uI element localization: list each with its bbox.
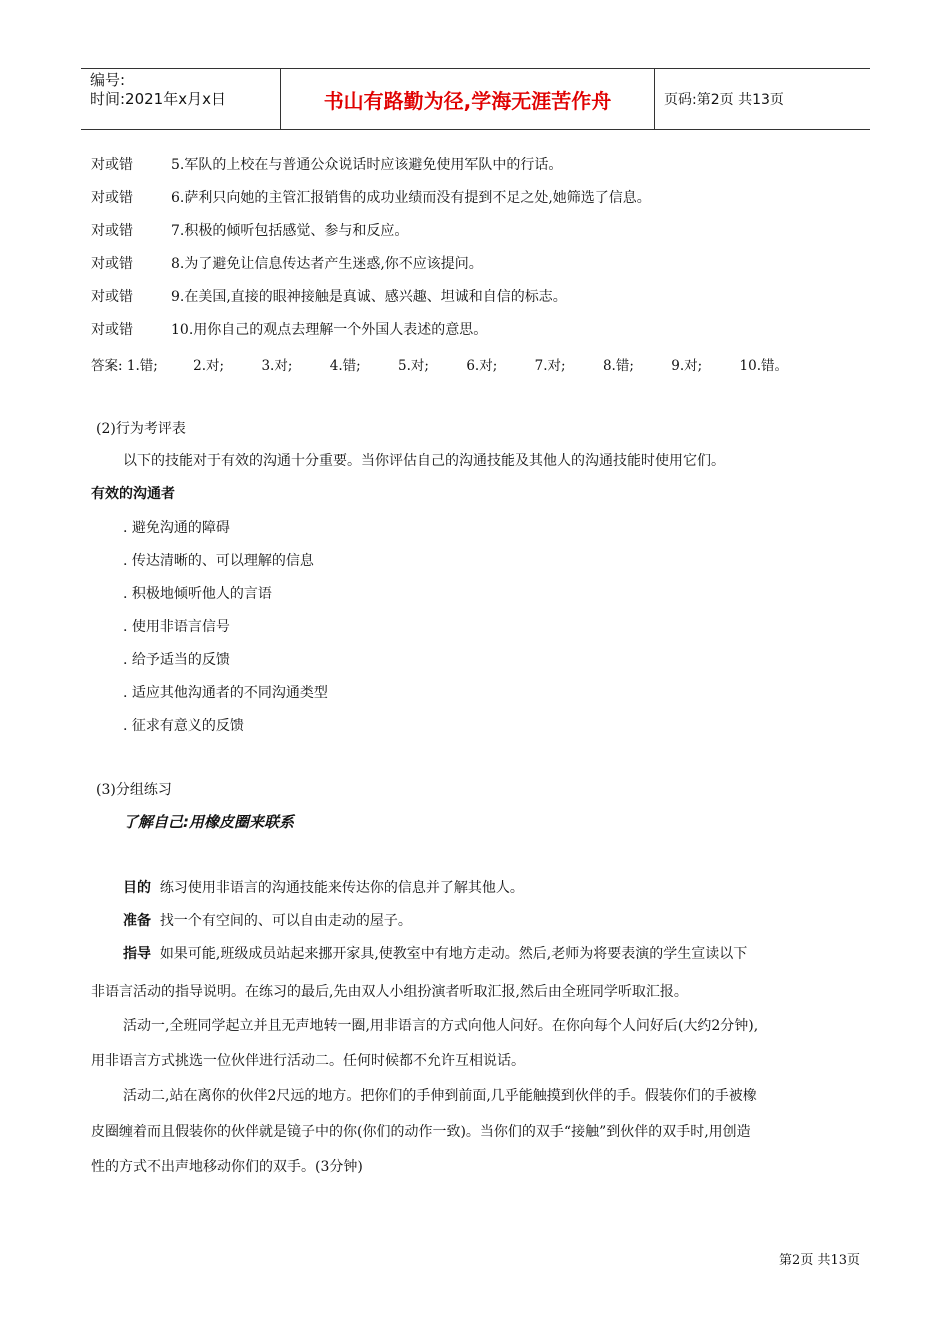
tf-item (91, 287, 567, 307)
guide-line: 非语言活动的指导说明。在练习的最后,先由双人小组扮演者听取汇报,然后由全班同学听取汇报。 (91, 984, 688, 1000)
section2-title: (2)行为考评表 (96, 421, 186, 437)
prep-text: 找一个有空间的、可以自由走动的屋子。 (159, 913, 412, 929)
tf-item (91, 221, 408, 241)
tf-text: 7.积极的倾听包括感觉、参与和反应。 (171, 223, 409, 239)
bullet-item: . 传达清晰的、可以理解的信息 (123, 553, 314, 569)
answer-item: 7.对; (534, 358, 566, 374)
answer-key (91, 354, 788, 374)
answer-item: 9.对; (671, 358, 703, 374)
answer-item: 5.对; (398, 358, 429, 374)
guide-row (123, 944, 747, 964)
tf-label: 对或错 (91, 256, 133, 272)
tf-label: 对或错 (91, 157, 133, 173)
tf-label: 对或错 (91, 289, 133, 305)
purpose-label: 目的 (123, 880, 151, 896)
bullet-item: . 适应其他沟通者的不同沟通类型 (123, 685, 328, 701)
answer-item: 1.错; (126, 358, 158, 374)
prep-row (123, 911, 412, 931)
answer-item: 6.对; (466, 358, 498, 374)
activity1-line: 用非语言方式挑选一位伙伴进行活动二。任何时候都不允许互相说话。 (91, 1053, 525, 1069)
tf-text: 6.萨利只向她的主管汇报销售的成功业绩而没有提到不足之处,她筛选了信息。 (171, 190, 651, 206)
answer-item: 2.对; (193, 358, 225, 374)
purpose-text: 练习使用非语言的沟通技能来传达你的信息并了解其他人。 (159, 880, 524, 896)
tf-item (91, 254, 483, 274)
activity1-line: 活动一,全班同学起立并且无声地转一圈,用非语言的方式向他人问好。在你向每个人问好后(大约2分钟), (123, 1018, 759, 1034)
header-number: 编号: (90, 71, 126, 89)
section2-intro: 以下的技能对于有效的沟通十分重要。当你评估自己的沟通技能及其他人的沟通技能时使用它们。 (123, 453, 725, 469)
tf-label: 对或错 (91, 322, 133, 338)
bullet-item: . 使用非语言信号 (123, 619, 230, 635)
answer-item: 4.错; (329, 358, 361, 374)
tf-label: 对或错 (91, 223, 133, 239)
answer-prefix: 答案: (91, 358, 123, 374)
section2-subheading: 有效的沟通者 (91, 486, 175, 502)
section3-title: (3)分组练习 (96, 782, 172, 798)
prep-label: 准备 (123, 913, 151, 929)
exercise-title: 了解自己:用橡皮圈来联系 (123, 813, 294, 831)
activity2-line: 活动二,站在离你的伙伴2尺远的地方。把你们的手伸到前面,几乎能触摸到伙伴的手。假装你们的手被橡 (123, 1088, 757, 1104)
answer-item: 10.错。 (739, 358, 789, 374)
tf-text: 5.军队的上校在与普通公众说话时应该避免使用军队中的行话。 (171, 157, 563, 173)
header-motto: 书山有路勤为径,学海无涯苦作舟 (281, 69, 655, 129)
tf-text: 8.为了避免让信息传达者产生迷惑,你不应该提问。 (171, 256, 483, 272)
page-header (81, 68, 870, 130)
tf-text: 9.在美国,直接的眼神接触是真诚、感兴趣、坦诚和自信的标志。 (171, 289, 567, 305)
tf-label: 对或错 (91, 190, 133, 206)
tf-item (91, 188, 651, 208)
guide-label: 指导 (123, 946, 151, 962)
activity2-line: 皮圈缠着而且假装你的伙伴就是镜子中的你(你们的动作一致)。当你们的双手“接触”到伙伴的双手时,用创造 (91, 1124, 751, 1140)
bullet-item: . 积极地倾听他人的言语 (123, 586, 272, 602)
bullet-item: . 征求有意义的反馈 (123, 718, 244, 734)
guide-line: 如果可能,班级成员站起来挪开家具,使教室中有地方走动。然后,老师为将要表演的学生宣读以下 (159, 946, 748, 962)
answer-item: 3.对; (261, 358, 293, 374)
header-page: 页码:第2页 共13页 (664, 92, 784, 108)
tf-text: 10.用你自己的观点去理解一个外国人表述的意思。 (171, 322, 488, 338)
bullet-item: . 避免沟通的障碍 (123, 520, 230, 536)
purpose-row (123, 878, 524, 898)
header-time: 时间:2021年x月x日 (90, 90, 226, 108)
tf-item (91, 155, 562, 175)
bullet-item: . 给予适当的反馈 (123, 652, 230, 668)
header-meta (81, 69, 281, 129)
activity2-line: 性的方式不出声地移动你们的双手。(3分钟) (91, 1159, 363, 1175)
page-footer: 第2页 共13页 (779, 1253, 860, 1268)
tf-item (91, 320, 487, 340)
answer-item: 8.错; (602, 358, 634, 374)
